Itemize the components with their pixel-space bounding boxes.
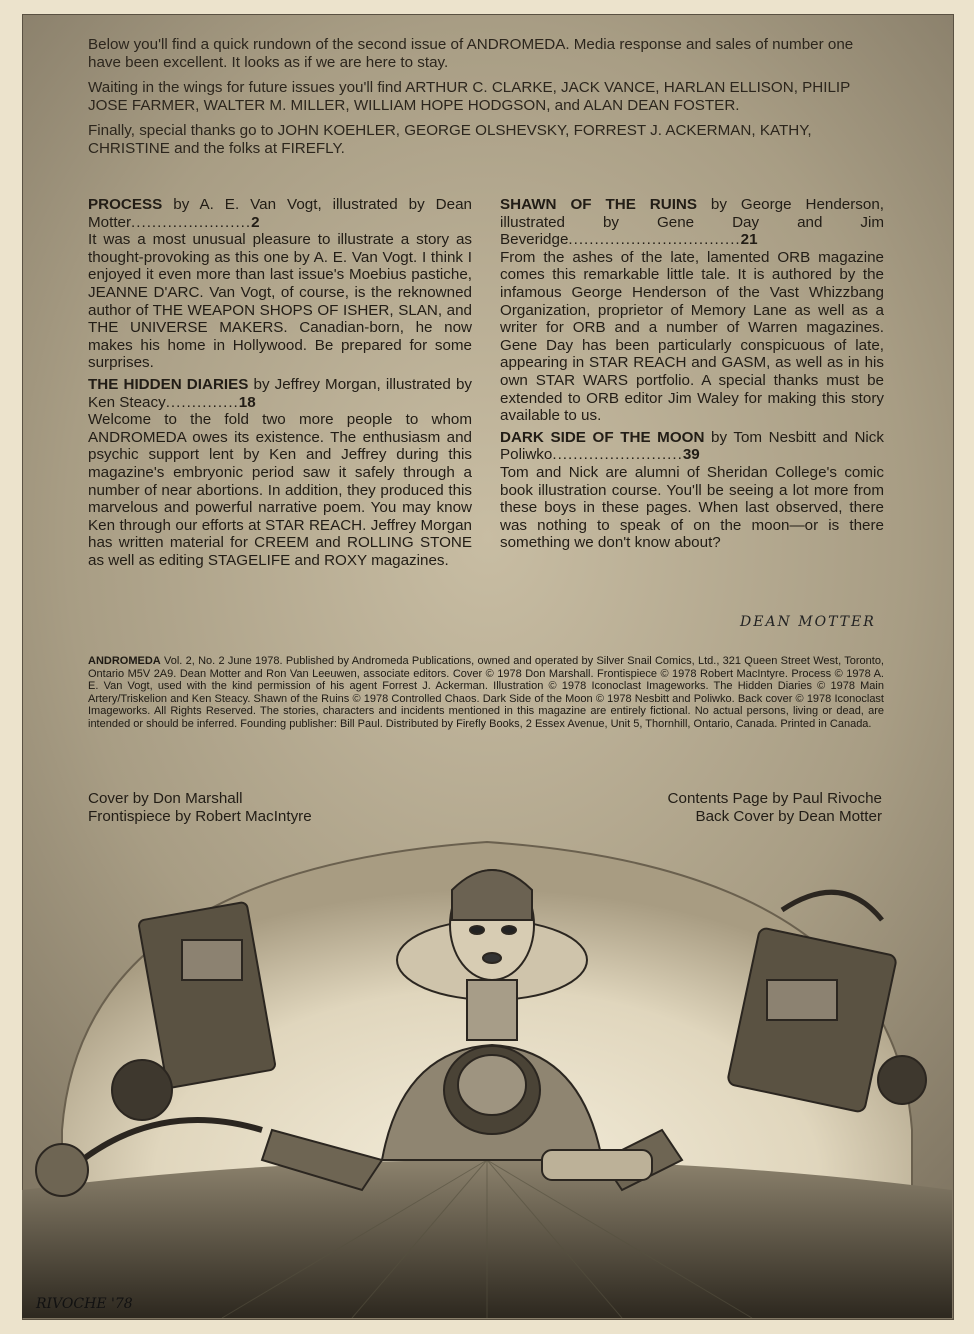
- entry-leader: .........................: [552, 446, 683, 464]
- cover-credits-left: [88, 790, 312, 826]
- cover-credits-right: [668, 790, 882, 826]
- entry-leader: .......................: [131, 213, 252, 231]
- entry-description: Tom and Nick are alumni of Sheridan College's comic book illustration course. You'll be seeing a lot more from these boys in these pages. When last observed, there was nothing to speak of on the moon—or is there something we don't know about?: [500, 463, 884, 552]
- intro-paragraph-3: Finally, special thanks go to JOHN KOEHLER, GEORGE OLSHEVSKY, FORREST J. ACKERMAN, KATHY, CHRISTINE and the folks at FIREFLY.: [88, 122, 812, 157]
- entry-description: Welcome to the fold two more people to whom ANDROMEDA owes its existence. The enthusiasm and psychic support lent by Ken and Jeffrey during this magazine's embryonic period saw it safely through a number of near abortions. In addition, they produced this marvelous and powerful narrative poem. You may know Ken through our efforts at STAR REACH. Jeffrey Morgan has written material for CREEM and ROLLING STONE as well as editing STAGELIFE and ROXY magazines.: [88, 411, 472, 569]
- back-cover-credit: Back Cover by Dean Motter: [695, 808, 882, 825]
- entry-byline: by A. E. Van Vogt, illustrated by Dean Motter: [88, 196, 472, 231]
- entry-hidden-diaries: [88, 376, 472, 570]
- cover-credit: Cover by Don Marshall: [88, 790, 243, 807]
- entry-description: From the ashes of the late, lamented ORB magazine comes this remarkable little tale. It is authored by the infamous George Henderson of the Vast Whizzbang Organization, proprietor of Memory Lane as well as a writer for ORB and a number of Warren magazines. Gene Day has been particularly conspicuous of late, appearing in STAR REACH and GASM, as well as in his own STAR WARS portfolio. A special thanks must be extended to ORB editor Jim Waley for making this story available to us.: [500, 248, 884, 425]
- entry-page-number: 18: [238, 393, 256, 411]
- right-column: [500, 196, 884, 556]
- credits-text: Vol. 2, No. 2 June 1978. Published by Andromeda Publications, owned and operated by Silver Snail Comics, Ltd., 321 Queen Street West, Toronto, Ontario M5V 2A9. Dean Motter and Ron Van Leeuwen, associate editors. Cover © 1978 Don Marshall. Frontispiece © 1978 Robert MacIntyre. Process © 1978 A. E. Van Vogt, used with the kind permission of his agent Forrest J. Ackerman. Illustration © 1978 Iconoclast Imageworks. The Hidden Diaries © 1978 Main Artery/Triskelion and Ken Steacy. Shawn of the Ruins © 1978 Controlled Chaos. Dark Side of the Moon © 1978 Nesbitt and Poliwko. Back cover © 1978 Iconoclast Imageworks. All Rights Reserved. The stories, characters and incidents mentioned in this magazine are entirely fictional. No actual persons, living or dead, are intended or should be inferred. Founding publisher: Bill Paul. Distributed by Firefly Books, 2 Essex Avenue, Unit 5, Thornhill, Ontario, Canada. Printed in Canada.: [88, 655, 884, 730]
- entry-leader: ..............: [165, 393, 239, 411]
- frontispiece-credit: Frontispiece by Robert MacIntyre: [88, 808, 312, 825]
- entry-shawn-of-the-ruins: [500, 196, 884, 425]
- entry-description: It was a most unusual pleasure to illustrate a story as thought-provoking as this one by A. E. Van Vogt. I think I enjoyed it even more than last issue's Moebius pastiche, JEANNE D'ARC. Van Vogt, of course, is the reknowned author of THE WEAPON SHOPS OF ISHER, SLAN, and THE UNIVERSE MAKERS. Canadian-born, he now makes his home in Hollywood. Be prepared for some surprises.: [88, 231, 472, 372]
- entry-process: [88, 196, 472, 372]
- masthead-name: ANDROMEDA: [88, 655, 161, 667]
- intro-paragraph-1: Below you'll find a quick rundown of the second issue of ANDROMEDA. Media response and sales of number one have been excellent. It looks as if we are here to stay.: [88, 36, 854, 71]
- entry-dark-side-of-the-moon: [500, 429, 884, 552]
- entry-byline: by Jeffrey Morgan, illustrated by Ken Steacy: [88, 375, 472, 411]
- contents-columns: [88, 196, 884, 646]
- entry-title: THE HIDDEN DIARIES: [88, 375, 249, 393]
- entry-byline: by Tom Nesbitt and Nick Poliwko: [500, 428, 884, 464]
- publication-credits: [88, 655, 884, 731]
- contents-page-credit: Contents Page by Paul Rivoche: [667, 790, 882, 807]
- entry-title: SHAWN OF THE RUINS: [500, 196, 698, 213]
- entry-title: DARK SIDE OF THE MOON: [500, 428, 705, 446]
- entry-leader: .................................: [568, 231, 741, 249]
- artist-signature: RIVOCHE '78: [36, 1296, 133, 1312]
- editor-signature: DEAN MOTTER: [740, 614, 876, 630]
- cockpit-illustration: [22, 830, 952, 1318]
- entry-byline: by George Henderson, illustrated by Gene Day and Jim Beveridge: [500, 196, 884, 249]
- entry-page-number: 21: [740, 231, 758, 249]
- entry-page-number: 39: [682, 446, 700, 464]
- intro-paragraph-2: Waiting in the wings for future issues you'll find ARTHUR C. CLARKE, JACK VANCE, HARLAN ELLISON, PHILIP JOSE FARMER, WALTER M. MILLER, WILLIAM HOPE HODGSON, and ALAN DEAN FOSTER.: [88, 79, 850, 114]
- left-column: [88, 196, 472, 573]
- intro-section: [88, 36, 884, 165]
- entry-title: PROCESS: [88, 196, 163, 213]
- entry-page-number: 2: [251, 213, 260, 231]
